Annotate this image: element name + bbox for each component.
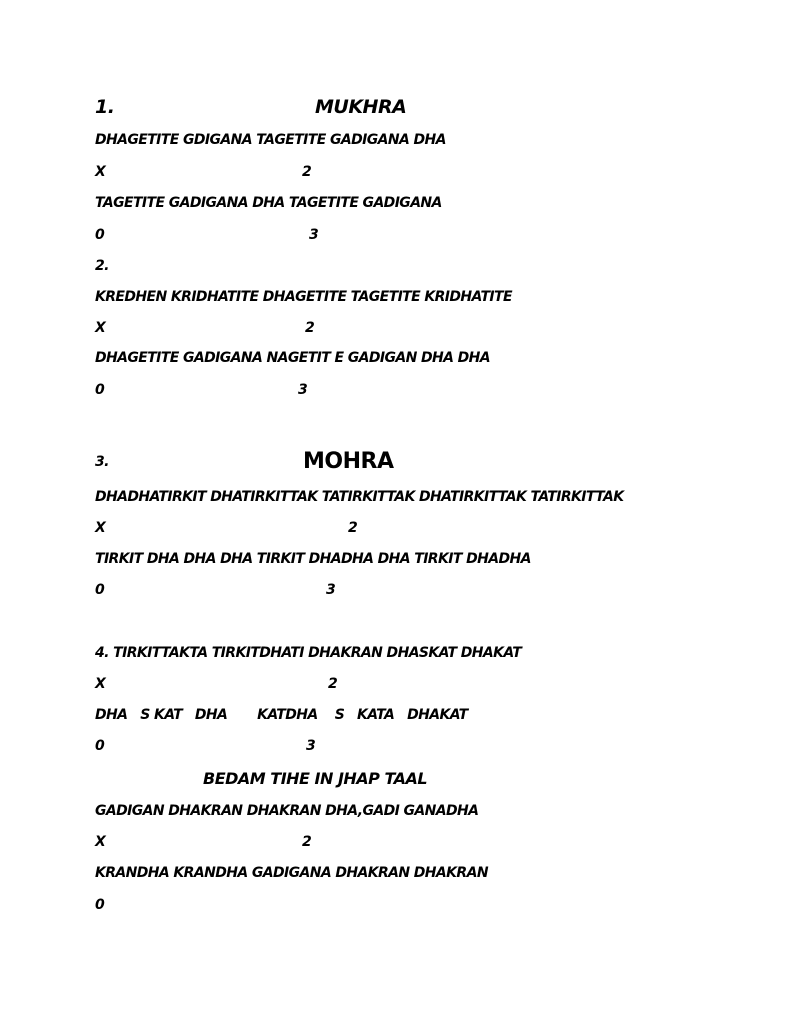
section-2-line-2-mark-0: 0 bbox=[95, 382, 105, 398]
section-3-line-1-mark-2: 2 bbox=[348, 520, 358, 536]
section-3-line-2-mark-0: 0 bbox=[95, 582, 105, 598]
section-1-line-2-mark-3: 3 bbox=[309, 227, 319, 243]
section-4-line-2: DHA S KAT DHA KATDHA S KATA DHAKAT bbox=[95, 707, 468, 723]
section-1-line-1: DHAGETITE GDIGANA TAGETITE GADIGANA DHA bbox=[95, 132, 446, 148]
section-4-line-2-mark-3: 3 bbox=[306, 738, 316, 754]
section-2-line-1: KREDHEN KRIDHATITE DHAGETITE TAGETITE KRIDHATITE bbox=[95, 289, 512, 305]
section-2-line-2-mark-3: 3 bbox=[298, 382, 308, 398]
section-3-line-2-mark-3: 3 bbox=[326, 582, 336, 598]
section-5-line-1-mark-x: X bbox=[95, 834, 106, 850]
section-3-heading: MOHRA bbox=[303, 449, 394, 474]
section-1-line-1-mark-x: X bbox=[95, 164, 106, 180]
section-3-number: 3. bbox=[95, 454, 109, 470]
section-4-line-1-mark-x: X bbox=[95, 676, 106, 692]
section-5-line-2-mark-0: 0 bbox=[95, 897, 105, 913]
section-2-line-1-mark-2: 2 bbox=[305, 320, 315, 336]
section-3-line-1: DHADHATIRKIT DHATIRKITTAK TATIRKITTAK DHATIRKITTAK TATIRKITTAK bbox=[95, 489, 624, 505]
section-2-line-1-mark-x: X bbox=[95, 320, 106, 336]
section-2-line-2: DHAGETITE GADIGANA NAGETIT E GADIGAN DHA DHA bbox=[95, 350, 491, 366]
section-4-line-1: 4. TIRKITTAKTA TIRKITDHATI DHAKRAN DHASKAT DHAKAT bbox=[95, 645, 522, 661]
section-4-line-2-mark-0: 0 bbox=[95, 738, 105, 754]
section-1-number: 1. bbox=[95, 96, 115, 118]
section-1-heading: MUKHRA bbox=[315, 96, 407, 118]
section-3-line-2: TIRKIT DHA DHA DHA TIRKIT DHADHA DHA TIRKIT DHADHA bbox=[95, 551, 531, 567]
section-1-line-1-mark-2: 2 bbox=[302, 164, 312, 180]
section-5-line-1: GADIGAN DHAKRAN DHAKRAN DHA,GADI GANADHA bbox=[95, 803, 479, 819]
section-5-heading: BEDAM TIHE IN JHAP TAAL bbox=[203, 769, 428, 788]
section-5-line-1-mark-2: 2 bbox=[302, 834, 312, 850]
section-2-number: 2. bbox=[95, 258, 109, 274]
section-4-line-1-mark-2: 2 bbox=[328, 676, 338, 692]
section-5-line-2: KRANDHA KRANDHA GADIGANA DHAKRAN DHAKRAN bbox=[95, 865, 488, 881]
section-1-line-2-mark-0: 0 bbox=[95, 227, 105, 243]
section-3-line-1-mark-x: X bbox=[95, 520, 106, 536]
section-1-line-2: TAGETITE GADIGANA DHA TAGETITE GADIGANA bbox=[95, 195, 442, 211]
